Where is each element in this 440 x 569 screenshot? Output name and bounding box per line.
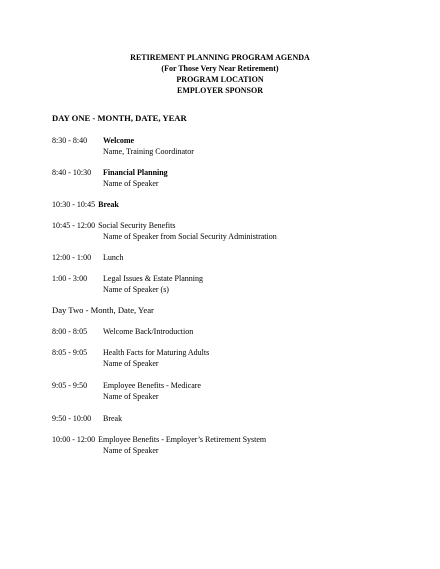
agenda-item [52,220,277,242]
agenda-title: RETIREMENT PLANNING PROGRAM AGENDA [130,53,310,62]
item-title: Welcome Back/Introduction [103,327,194,336]
item-speaker: Name of Speaker [103,179,159,188]
agenda-subtitle: (For Those Very Near Retirement) [161,64,279,73]
item-title: Social Security Benefits [98,221,176,230]
item-title: Lunch [103,253,124,262]
agenda-item [52,199,119,210]
item-time: 10:00 - 12:00 [52,435,96,444]
agenda-item [52,252,123,263]
item-time: 12:00 - 1:00 [52,253,92,262]
item-speaker: Name of Speaker from Social Security Administration [103,232,277,241]
item-title: Break [98,200,119,209]
agenda-item [52,380,201,402]
agenda-header [0,52,440,96]
item-title: Welcome [103,136,135,145]
item-title: Break [103,414,123,423]
item-speaker: Name of Speaker [103,359,159,368]
item-time: 1:00 - 3:00 [52,274,88,283]
item-time: 8:40 - 10:30 [52,168,92,177]
item-time: 9:50 - 10:00 [52,414,92,423]
item-title: Legal Issues & Estate Planning [103,274,203,283]
agenda-item [52,167,168,189]
item-time: 8:30 - 8:40 [52,136,88,145]
item-time: 8:05 - 9:05 [52,348,88,357]
day-two-heading: Day Two - Month, Date, Year [52,305,154,315]
agenda-item [52,135,194,157]
item-title: Employee Benefits - Medicare [103,381,201,390]
item-speaker: Name of Speaker [103,392,159,401]
item-title: Employee Benefits - Employer’s Retirement System [98,435,267,444]
agenda-item [52,326,193,337]
agenda-item [52,273,203,295]
employer-sponsor: EMPLOYER SPONSOR [176,86,263,95]
item-time: 10:45 - 12:00 [52,221,96,230]
agenda-item [52,347,209,369]
item-speaker: Name, Training Coordinator [103,147,194,156]
program-location: PROGRAM LOCATION [176,75,264,84]
item-title: Financial Planning [103,168,168,177]
item-time: 10:30 - 10:45 [52,200,96,209]
day-one-heading: DAY ONE - MONTH, DATE, YEAR [52,113,187,123]
agenda-item [52,434,266,456]
item-time: 9:05 - 9:50 [52,381,88,390]
item-time: 8:00 - 8:05 [52,327,88,336]
item-speaker: Name of Speaker (s) [103,285,169,294]
item-speaker: Name of Speaker [103,446,159,455]
item-title: Health Facts for Maturing Adults [103,348,210,357]
agenda-item [52,413,122,424]
